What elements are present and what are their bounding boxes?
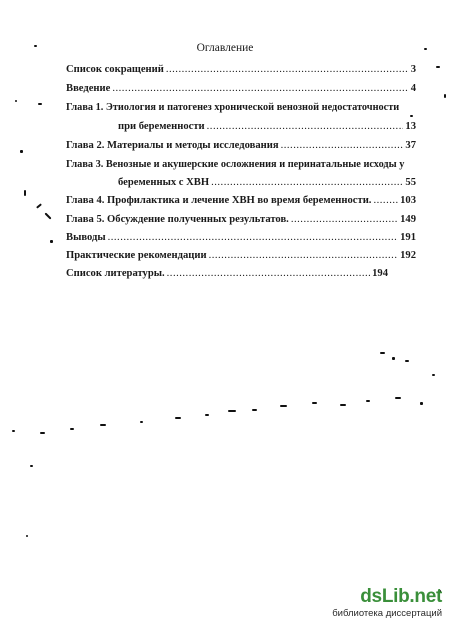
toc-entry-page: 13 — [405, 121, 416, 132]
toc-entry-chapter-5 — [66, 213, 416, 226]
toc-entry-introduction — [66, 82, 416, 95]
toc-entry-page: 3 — [410, 64, 416, 75]
toc-entry-label: Глава 5. Обсуждение полученных результатов. — [66, 214, 289, 225]
toc-entry-page: 37 — [405, 140, 416, 151]
toc-title: Оглавление — [196, 42, 254, 54]
toc-entry-label-line1: Глава 1. Этиология и патогенез хронической венозной недостаточности — [66, 102, 400, 113]
dslib-subtitle: библиотека диссертаций — [332, 608, 442, 619]
toc-entry-label: Список сокращений — [66, 64, 164, 75]
toc-entry-page: 4 — [410, 83, 416, 94]
toc-entry-chapter-1 — [66, 101, 416, 133]
toc-entry-label: Практические рекомендации — [66, 250, 207, 261]
dslib-logo: dsLib.net — [360, 586, 442, 607]
toc-entry-page: 149 — [400, 214, 416, 225]
dslib-watermark — [332, 586, 442, 622]
toc-entry-page: 191 — [400, 232, 416, 243]
toc-entry-page: 55 — [405, 177, 416, 188]
toc-entry-label-line1: Глава 3. Венозные и акушерские осложнения и перинатальные исходы у — [66, 159, 405, 170]
toc-entry-recommendations — [66, 249, 416, 262]
toc-entry-page: 192 — [400, 250, 416, 261]
toc-entry-label: Глава 4. Профилактика и лечение ХВН во время беременности. — [66, 195, 372, 206]
toc-entry-page: 194 — [372, 268, 388, 279]
toc-entry-conclusions — [66, 231, 416, 244]
toc-entry-label: Глава 2. Материалы и методы исследования — [66, 140, 279, 151]
toc-entry-chapter-4 — [66, 194, 416, 207]
toc-entry-chapter-2 — [66, 139, 416, 152]
toc-entry-label-line2: при беременности — [118, 121, 205, 132]
toc-entry-abbreviations — [66, 63, 416, 76]
toc-entry-chapter-3 — [66, 158, 416, 189]
toc-entry-label: Введение — [66, 83, 111, 94]
toc-entry-references — [66, 267, 416, 280]
toc-entry-label-line2: беременных с ХВН — [118, 177, 210, 188]
toc-entry-label: Выводы — [66, 232, 106, 243]
toc-entry-label: Список литературы. — [66, 268, 165, 279]
toc-entry-page: 103 — [400, 195, 416, 206]
